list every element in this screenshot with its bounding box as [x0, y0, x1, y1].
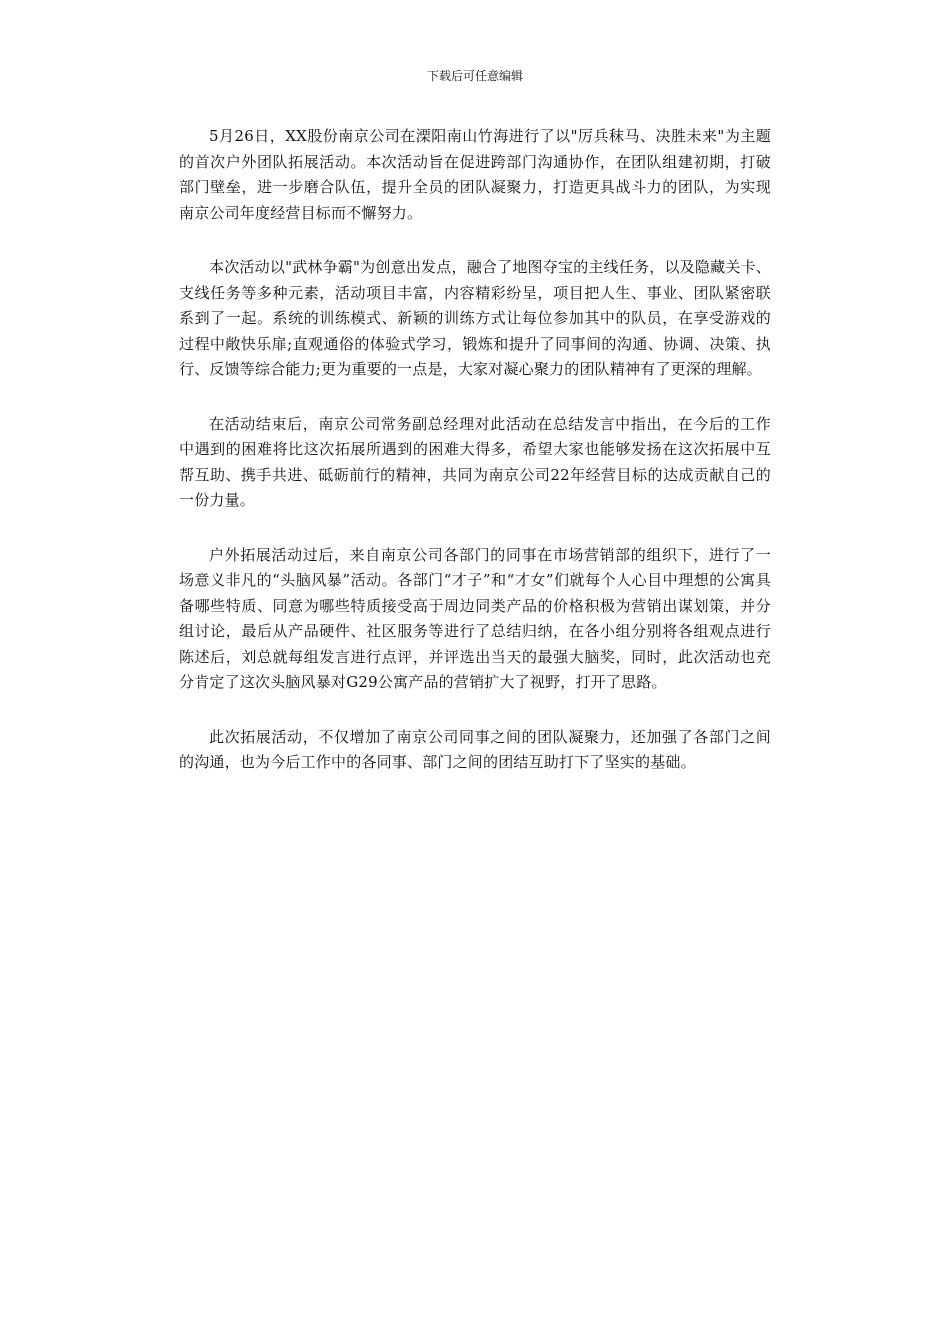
header-note: 下载后可任意编辑	[426, 69, 523, 83]
document-body	[179, 124, 771, 805]
paragraph-5: 此次拓展活动，不仅增加了南京公司同事之间的团队凝聚力，还加强了各部门之间的沟通，也为今后工作中的各同事、部门之间的团结互助打下了坚实的基础。	[179, 727, 771, 771]
paragraph-3: 在活动结束后，南京公司常务副总经理对此活动在总结发言中指出，在今后的工作中遇到的困难将比这次拓展所遇到的困难大得多，希望大家也能够发扬在这次拓展中互帮互助、携手共进、砥砺前行的精神，共同为南京公司22年经营目标的达成贡献自己的一份力量。	[179, 414, 771, 509]
paragraph-2: 本次活动以"武林争霸"为创意出发点，融合了地图夺宝的主线任务，以及隐藏关卡、支线任务等多种元素，活动项目丰富，内容精彩纷呈，项目把人生、事业、团队紧密联系到了一起。系统的训练模式、新颖的训练方式让每位参加其中的队员，在享受游戏的过程中敞快乐扉;直观通俗的体验式学习，锻炼和提升了同事间的沟通、协调、决策、执行、反馈等综合能力;更为重要的一点是，大家对凝心聚力的团队精神有了更深的理解。	[179, 258, 771, 378]
paragraph-4: 户外拓展活动过后，来自南京公司各部门的同事在市场营销部的组织下，进行了一场意义非凡的“头脑风暴”活动。各部门“才子”和“才女”们就每个人心目中理想的公寓具备哪些特质、同意为哪些特质接受高于周边同类产品的价格积极为营销出谋划策，并分组讨论，最后从产品硬件、社区服务等进行了总结归纳，在各小组分别将各组观点进行陈述后，刘总就每组发言进行点评，并评选出当天的最强大脑奖，同时，此次活动也充分肯定了这次头脑风暴对G29公寓产品的营销扩大了视野，打开了思路。	[179, 545, 771, 691]
paragraph-1: 5月26日，XX股份南京公司在溧阳南山竹海进行了以"厉兵秣马、决胜未来"为主题的首次户外团队拓展活动。本次活动旨在促进跨部门沟通协作，在团队组建初期，打破部门壁垒，进一步磨合队伍，提升全员的团队凝聚力，打造更具战斗力的团队，为实现南京公司年度经营目标而不懈努力。	[179, 127, 771, 222]
